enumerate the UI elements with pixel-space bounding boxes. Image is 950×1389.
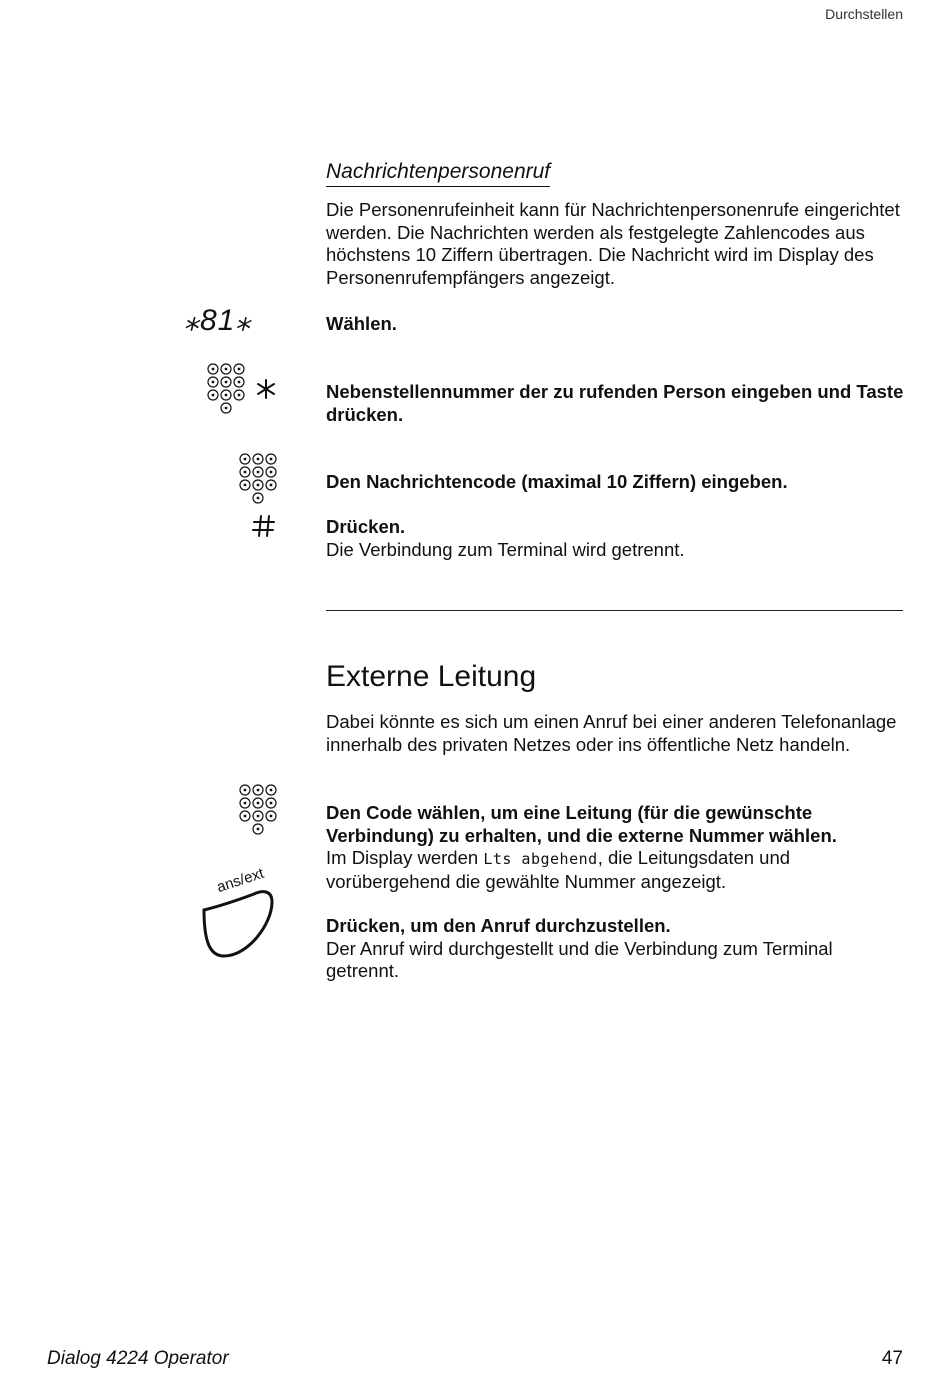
footer-product: Dialog 4224 Operator: [47, 1348, 229, 1369]
paging-step-4-action: Drücken.: [326, 516, 406, 537]
keypad-icon: [206, 363, 248, 417]
display-text: Lts abgehend: [483, 850, 598, 869]
ans-ext-key-label: ans/ext: [214, 864, 267, 896]
paging-step-4-result: Die Verbindung zum Terminal wird getrennt.: [326, 538, 685, 560]
section-divider: [326, 610, 903, 611]
hash-key-icon: [252, 514, 276, 538]
external-step-2-action: Drücken, um den Anruf durchzustellen.: [326, 915, 671, 936]
star-key-icon: [255, 378, 277, 400]
external-step-2: [326, 915, 906, 983]
external-intro: Dabei könnte es sich um einen Anruf bei einer anderen Telefonanlage innerhalb des privaten Netzes oder ins öffentliche Netz handeln.: [326, 711, 897, 755]
external-step-2-result: Der Anruf wird durchgestellt und die Verbindung zum Terminal getrennt.: [326, 937, 833, 982]
paging-step-3: Den Nachrichtencode (maximal 10 Ziffern) eingeben.: [326, 471, 788, 492]
external-step-1-post: , die Leitungsdaten und vorübergehend die gewählte Nummer angezeigt.: [326, 847, 791, 893]
keypad-icon: [238, 453, 280, 507]
external-step-1: [326, 802, 906, 894]
paging-intro: Die Personenrufeinheit kann für Nachrichtenpersonenrufe eingerichtet werden. Die Nachrichten werden als festgelegte Zahlencodes aus höchstens 10 Ziffern übertragen. Die Nachricht wird im Display des Personenrufempfängers angezeigt.: [326, 199, 900, 289]
paging-step-1: Wählen.: [326, 313, 397, 334]
page-number: 47: [881, 1348, 903, 1369]
paging-step-4: [326, 516, 906, 561]
running-header: Durchstellen: [825, 6, 903, 22]
paging-step-2: Nebenstellennummer der zu rufenden Person eingeben und Taste drücken.: [326, 381, 904, 425]
external-step-1-pre: Im Display werden: [326, 847, 484, 869]
external-step-1-action: Den Code wählen, um eine Leitung (für die gewünschte Verbindung) zu erhalten, und die externe Nummer wählen.: [326, 802, 837, 846]
keypad-icon: [238, 784, 280, 838]
section-title-external: Externe Leitung: [326, 660, 537, 693]
section-title-paging: Nachrichtenpersonenruf: [326, 160, 550, 187]
dial-code-icon: ⁎81⁎: [184, 304, 252, 337]
